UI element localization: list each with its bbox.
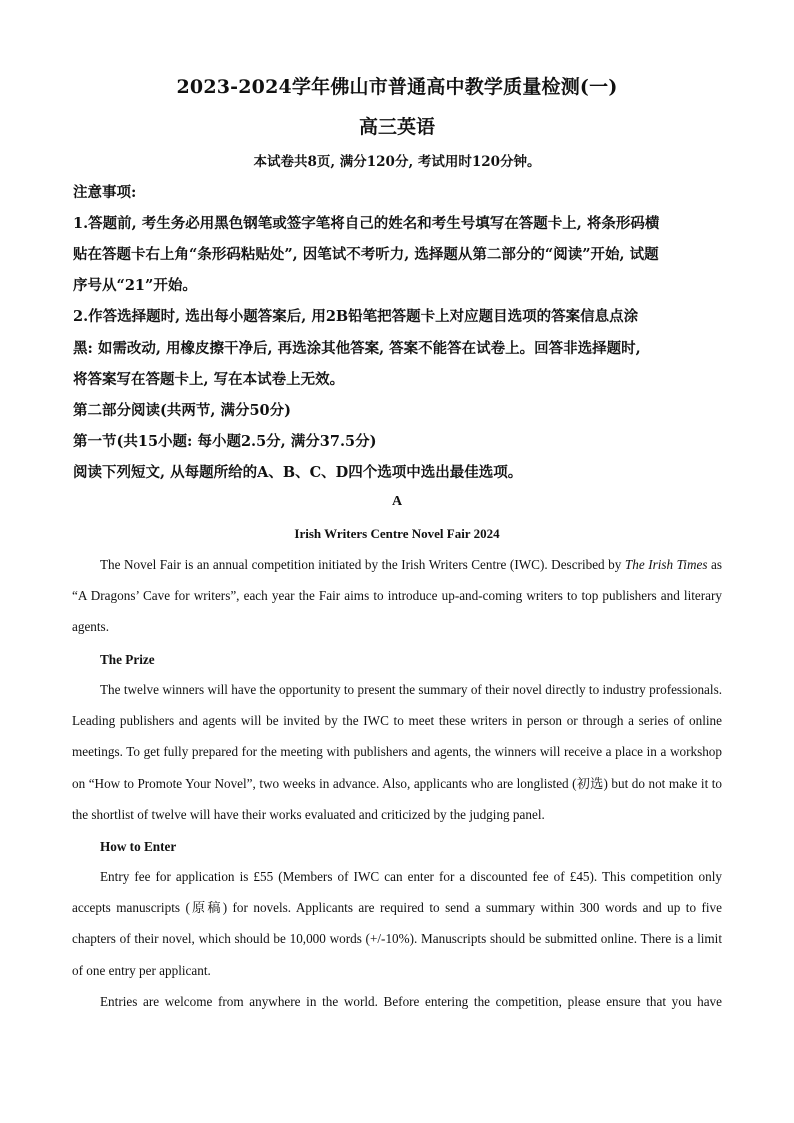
paragraph-how-to-enter: Entry fee for application is £55 (Members of IWC can enter for a discounted fee of £45). This competition only accepts manuscripts (原稿) for novels. Applicants are required to send a summary within 300 words and up to five chapters of their novel, which should be 10,000 words (+/-10%). Manuscripts should be submitted online. There is a limit of one entry per applicant.	[72, 869, 722, 978]
paragraph-intro-start: The Novel Fair is an annual competition initiated by the Irish Writers Centre (IWC). Described by	[100, 557, 625, 572]
notes-item2-line3: 将答案写在答题卡上, 写在本试卷上无效。	[73, 371, 345, 388]
notes-item1-line2: 贴在答题卡右上角“条形码粘贴处”, 因笔试不考听力, 选择题从第二部分的“阅读”开始, 试题	[73, 246, 659, 263]
notes-item1-line1: 1.答题前, 考生务必用黑色钢笔或签字笔将自己的姓名和考生号填写在答题卡上, 将条形码横	[73, 215, 660, 232]
exam-meta: 本试卷共8页, 满分120分, 考试用时120分钟。	[253, 154, 541, 170]
notes-item1-line3: 序号从“21”开始。	[73, 277, 197, 294]
notes-heading: 注意事项:	[73, 184, 137, 201]
section-heading: 第一节(共15小题: 每小题2.5分, 满分37.5分)	[73, 433, 377, 450]
paragraph-intro-end: as “A Dragons’ Cave for writers”, each year the Fair aims to introduce up-and-coming writers to top publishers and literary agents.	[72, 557, 722, 635]
passage-letter: A	[391, 494, 403, 509]
paragraph-prize: The twelve winners will have the opportunity to present the summary of their novel directly to industry professionals. Leading publishers and agents will be invited by the IWC to meet these writers in person or through a series of online meetings. To get fully prepared for the meeting with publishers and agents, the winners will receive a place in a workshop on “How to Promote Your Novel”, two weeks in advance. Also, applicants who are longlisted (初选) but do not make it to the shortlist of twelve will have their works evaluated and criticized by the judging panel.	[72, 682, 722, 822]
notes-item2-line2: 黑: 如需改动, 用橡皮擦干净后, 再选涂其他答案, 答案不能答在试卷上。回答非选择题时,	[73, 340, 641, 357]
heading-how-to-enter: How to Enter	[100, 839, 177, 854]
paragraph-entries: Entries are welcome from anywhere in the world. Before entering the competition, please ensure that you have	[100, 994, 722, 1009]
exam-subject: 高三英语	[358, 116, 435, 138]
heading-prize: The Prize	[100, 652, 155, 667]
passage-title: Irish Writers Centre Novel Fair 2024	[294, 526, 500, 541]
newspaper-name: The Irish Times	[624, 557, 708, 572]
notes-item2-line1: 2.作答选择题时, 选出每小题答案后, 用2B铅笔把答题卡上对应题目选项的答案信息点涂	[73, 308, 639, 325]
paragraph-intro	[72, 549, 722, 643]
part-heading: 第二部分阅读(共两节, 满分50分)	[73, 402, 291, 419]
reading-instruction: 阅读下列短文, 从每题所给的A、B、C、D四个选项中选出最佳选项。	[73, 464, 523, 481]
exam-title: 2023-2024学年佛山市普通高中教学质量检测(一)	[176, 76, 618, 98]
